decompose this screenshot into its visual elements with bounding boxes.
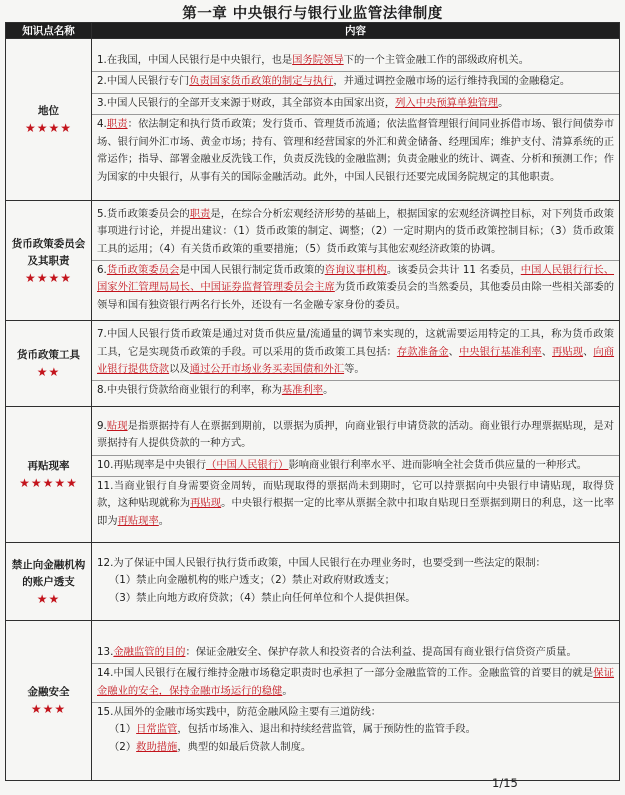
content-text: 。中央银行根据一定的比率从票据全款中扣取自贴现日至票据到期日的利息，这一比率即为 <box>97 497 615 527</box>
importance-stars-icon: ★★ <box>36 591 61 606</box>
content-cell <box>92 39 620 201</box>
content-text: 、 <box>541 345 553 358</box>
highlighted-term: 再贴现率 <box>117 514 159 527</box>
content-text: 。 <box>158 514 170 527</box>
table-row <box>6 39 620 201</box>
importance-stars-icon: ★★ <box>36 365 61 379</box>
content-item <box>92 643 619 664</box>
topic-name: 金融安全 <box>27 686 70 698</box>
importance-stars-icon: ★★★★ <box>24 270 73 285</box>
content-text: 以及 <box>169 363 190 375</box>
content-text: （2） <box>109 740 137 753</box>
content-text: 5.货币政策委员会的 <box>97 207 190 220</box>
content-text: 2.中国人民银行专门 <box>97 75 190 88</box>
content-item <box>92 554 619 609</box>
content-text: 。 <box>282 684 293 697</box>
table-row <box>6 201 620 321</box>
highlighted-term: 救助措施 <box>136 740 178 753</box>
highlighted-term: 货币政策委员会 <box>106 264 180 276</box>
content-cell <box>92 621 620 781</box>
content-item <box>92 205 619 261</box>
content-item <box>92 51 619 72</box>
importance-stars-icon: ★★★★★ <box>19 476 78 490</box>
content-text: 影响商业银行利率水平、进而影响全社会货币供应量的一种形式。 <box>288 458 588 471</box>
highlighted-term: 再贴现 <box>190 497 222 510</box>
content-text: 1.在我国，中国人民银行是中央银行，也是 <box>97 54 293 67</box>
topic-cell <box>6 407 92 543</box>
sub-list-line <box>97 739 614 756</box>
page-title: 第一章 中央银行与银行业监管法律制度 <box>182 6 443 22</box>
topic-cell <box>6 321 92 407</box>
topic-name: 再贴现率 <box>27 460 70 472</box>
content-text: 下的一个主管金融工作的部级政府机关。 <box>343 54 529 67</box>
highlighted-term: 国务院领导 <box>292 54 344 67</box>
content-text: ：依法制定和执行货币政策；发行货币、管理货币流通；依法监督管理银行间同业拆借市场、银行间债券市场、银行间外汇市场、黄金市场；持有、管理和经营国家的外汇和黄金储备、经理国库；维护支付、清算系统的正常运作；指导、部署金融业反洗钱工作，负责反洗钱的金融监测；负责金融业的统计、调查、分析和预测工作；作为国家的中央银行，从事有关的国际金融活动。此外，中国人民银行还要完成国务院规定的其他职责。 <box>97 118 615 183</box>
content-text: 14.中国人民银行在履行维持金融市场稳定职责时也承担了一部分金融监管的工作。金融监管的首要目的就是 <box>97 667 594 680</box>
content-text: （1）禁止向金融机构的账户透支；（2）禁止对政府财政透支； <box>109 574 395 587</box>
content-item <box>92 477 619 532</box>
content-item <box>92 261 619 316</box>
topic-cell <box>6 621 92 781</box>
highlighted-term: 再贴现 <box>552 345 584 358</box>
topic-cell <box>6 201 92 321</box>
topic-name: 货币政策委员会及其职责 <box>11 237 86 267</box>
content-item <box>92 417 619 456</box>
content-text: 等。 <box>344 363 365 375</box>
highlighted-term: 贴现 <box>106 419 128 432</box>
highlighted-term: 中央银行基准利率 <box>458 345 542 358</box>
content-text: 是，在综合分析宏观经济形势的基础上，根据国家的宏观经济调控目标，对下列货币政策事项进行讨论，并提出建议：（1）货币政策的制定、调整；（2）一定时期内的货币政策控制目标；（3）货币政策工具的运用；（4）有关货币政策的重要措施；（5）货币政策与其他宏观经济政策的协调。 <box>97 207 615 255</box>
importance-stars-icon: ★★★★ <box>24 121 73 135</box>
content-item <box>92 703 619 758</box>
content-text: ，典型的如最后贷款人制度。 <box>177 740 312 753</box>
highlighted-term: 向商业银行提供贷款 <box>97 345 615 375</box>
content-text: ：保证金融安全、保护存款人和投资者的合法利益、提高国有商业银行信贷资产质量。 <box>185 645 577 658</box>
content-text: 是指票据持有人在票据到期前，以票据为质押，向商业银行申请贷款的活动。商业银行办理票据贴现，是对票据持有人提供贷款的一种方式。 <box>97 419 615 450</box>
highlighted-term: （中国人民银行） <box>206 458 289 471</box>
content-text: 。该委员会共计 11 名委员， <box>386 264 521 276</box>
table-header-row <box>6 23 620 39</box>
topic-name: 地位 <box>38 105 59 117</box>
content-text: 3.中国人民银行的全部开支来源于财政，其全部资本由国家出资， <box>97 96 396 109</box>
content-text: 4. <box>97 118 107 131</box>
topic-name: 货币政策工具 <box>17 349 80 361</box>
highlighted-term: 基准利率 <box>281 384 324 397</box>
content-cell <box>92 201 620 321</box>
highlighted-term: 金融监管的目的 <box>113 645 186 658</box>
sub-list-line <box>97 572 614 589</box>
content-text: 9. <box>97 419 107 432</box>
content-cell <box>92 543 620 621</box>
content-text: 为货币政策委员会的当然委员，其他委员由除一些相关部委的领导和国有独资银行两名行长外，还设有一名金融专家身份的委员。 <box>97 281 615 311</box>
content-item <box>92 115 619 188</box>
knowledge-table <box>5 22 620 781</box>
content-text: 是中国人民银行制定货币政策的 <box>179 264 325 276</box>
header-content: 内容 <box>92 23 620 39</box>
highlighted-term: 存款准备金 <box>396 345 449 358</box>
content-text: 10.再贴现率是中央银行 <box>97 458 207 471</box>
highlighted-term: 职责 <box>189 207 211 220</box>
content-text: ，并通过调控金融市场的运行维持我国的金融稳定。 <box>333 75 571 88</box>
content-item <box>92 664 619 703</box>
content-item <box>92 325 619 381</box>
content-text: 、 <box>583 345 594 358</box>
highlighted-term: 咨询议事机构 <box>324 264 387 276</box>
importance-stars-icon: ★★★ <box>30 702 67 716</box>
table-row <box>6 407 620 543</box>
sub-list-line <box>97 590 614 607</box>
highlighted-term: 通过公开市场业务买卖国债和外汇 <box>189 363 345 375</box>
content-text: 。 <box>323 384 334 397</box>
topic-cell <box>6 39 92 201</box>
content-text: 。 <box>498 96 509 109</box>
content-text: 11.当商业银行自身需要资金周转，而贴现取得的票据尚未到期时，它可以持票据向中央银行申请贴现，取得贷款，这种贴现就称为 <box>97 480 614 510</box>
content-text: 、 <box>448 345 459 358</box>
highlighted-term: 日常监管 <box>136 723 178 736</box>
content-text: 12.为了保证中国人民银行执行货币政策，中国人民银行在办理业务时，也要受到一些法定的限制： <box>97 556 546 569</box>
content-item <box>92 381 619 401</box>
content-text: 8.中央银行贷款给商业银行的利率，称为 <box>97 384 282 397</box>
table-row <box>6 321 620 407</box>
content-item <box>92 456 619 477</box>
highlighted-term: 负责国家货币政策的制定与执行 <box>189 75 334 88</box>
page-number: 1/15 <box>492 776 518 790</box>
table-row <box>6 543 620 621</box>
content-text: （3）禁止向地方政府贷款；（4）禁止向任何单位和个人提供担保。 <box>109 591 416 604</box>
header-topic: 知识点名称 <box>6 23 92 39</box>
highlighted-term: 中国人民银行行长、国家外汇管理局局长、中国证券监督管理委员会主席 <box>97 264 615 294</box>
content-item <box>92 72 619 93</box>
highlighted-term: 职责 <box>106 118 128 131</box>
content-cell <box>92 407 620 543</box>
content-cell <box>92 321 620 407</box>
content-text: 13. <box>97 645 114 658</box>
highlighted-term: 保证金融业的安全，保持金融市场运行的稳健 <box>97 667 615 697</box>
topic-cell <box>6 543 92 621</box>
topic-name: 禁止向金融机构的账户透支 <box>11 558 86 588</box>
content-text: ，包括市场准入、退出和持续经营监管，属于预防性的监管手段。 <box>177 723 476 736</box>
highlighted-term: 列入中央预算单独管理 <box>395 96 499 109</box>
content-item <box>92 94 619 115</box>
content-text: 15.从国外的金融市场实践中，防范金融风险主要有三道防线： <box>97 706 382 718</box>
content-text: 7.中国人民银行货币政策是通过对货币供应量/流通量的调节来实现的，这就需要运用特定的工具，称为货币政策工具，它是实现货币政策的手段。可以采用的货币政策工具包括： <box>97 328 614 358</box>
sub-list-line <box>97 721 614 738</box>
content-text: 6. <box>97 264 107 276</box>
content-text: （1） <box>109 723 137 736</box>
table-row <box>6 621 620 781</box>
